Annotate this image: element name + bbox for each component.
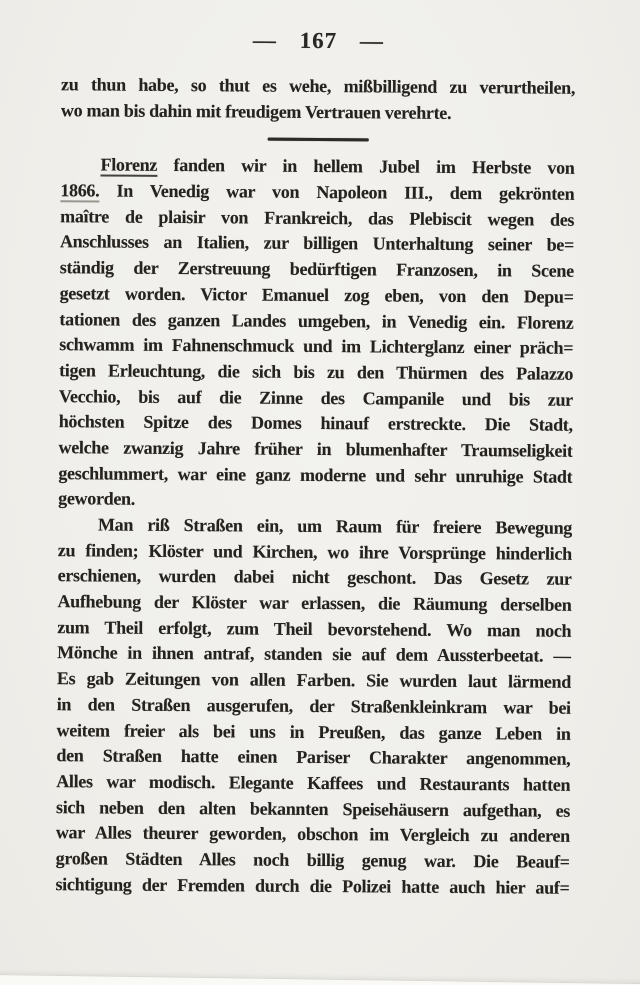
text-segment: welche zwanzig Jahre früher in blumenhafter Traumseligkeit — [58, 437, 573, 461]
text-segment: sich neben den alten bekannten Speisehäusern aufgethan, es — [55, 796, 571, 821]
text-line — [59, 332, 573, 361]
text-segment: zu thun habe, so thut es wehe, mißbilligend zu verurtheilen, — [61, 74, 576, 98]
text-line — [60, 178, 574, 207]
text-segment: großen Städten Alles noch billig genug war. Die Beauf= — [55, 848, 570, 872]
text-line — [58, 435, 572, 464]
text-segment: geschlummert, war eine ganz moderne und sehr unruhige Stadt — [58, 462, 573, 487]
text-line — [60, 153, 574, 182]
text-line — [57, 718, 571, 747]
text-segment: wo man bis dahin mit freudigem Vertrauen verehrte. — [60, 99, 452, 123]
text-segment: Mönche in ihnen antraf, standen sie auf dem Aussterbeetat. — — [57, 642, 572, 667]
text-line — [60, 281, 574, 310]
text-segment: höchsten Spitze des Domes hinauf erstreckte. Die Stadt, — [58, 411, 573, 436]
text-segment: Alles war modisch. Elegante Kaffees und Restaurants hatten — [56, 771, 571, 795]
paragraph — [55, 512, 572, 901]
text-line — [60, 204, 574, 233]
text-line — [57, 589, 571, 618]
text-segment: maître de plaisir von Frankreich, das Plebiscit wegen des — [60, 205, 575, 230]
text-line — [59, 358, 573, 387]
text-segment: zu finden; Klöster und Kirchen, wo ihre Vorsprünge hinderlich — [57, 539, 572, 564]
text-line — [58, 486, 572, 515]
text-segment: in den Straßen ausgerufen, der Straßenkleinkram war bei — [56, 693, 571, 718]
text-segment: fanden wir in hellem Jubel im Herbste von — [157, 155, 575, 179]
text-line — [57, 615, 571, 644]
text-line — [59, 409, 573, 438]
text-segment: tigen Erleuchtung, die sich bis zu den Thürmen des Palazzo — [59, 360, 574, 384]
paragraph — [61, 72, 575, 127]
text-segment: den Straßen hatte einen Pariser Charakter angenommen, — [56, 745, 571, 769]
text-segment: erschienen, wurden dabei nicht geschont. Das Gesetz zur — [57, 565, 572, 590]
text-segment: geworden. — [58, 488, 136, 510]
underlined-text: Florenz — [100, 154, 158, 176]
text-line — [58, 461, 572, 490]
text-segment: sichtigung der Fremden durch die Polizei hatte auch hier auf= — [55, 873, 570, 898]
paragraph — [58, 153, 574, 516]
text-segment: Man riß Straßen ein, um Raum für freiere Bewegung — [97, 514, 573, 538]
text-segment: gesetzt worden. Victor Emanuel zog eben, von den Depu= — [59, 282, 574, 307]
text-segment: Aufhebung der Klöster war erlassen, die Räumung derselben — [57, 591, 572, 615]
text-line — [60, 230, 574, 259]
text-line — [58, 538, 572, 567]
text-line — [61, 98, 575, 127]
text-line — [59, 307, 573, 336]
text-line — [57, 666, 571, 695]
text-segment: Vecchio, bis auf die Zinne des Campanile und bis zur — [58, 385, 573, 410]
text-line — [56, 820, 570, 849]
text-line — [58, 564, 572, 593]
text-line — [56, 795, 570, 824]
text-segment: weitem freier als bei uns in Preußen, das ganze Leben in — [56, 719, 571, 744]
text-segment: tationen des ganzen Landes umgeben, in Venedig ein. Florenz — [59, 308, 574, 333]
text-line — [59, 384, 573, 413]
page-number: — 167 — — [252, 27, 385, 54]
text-line — [56, 743, 570, 772]
text-segment: Anschlusses an Italien, zur billigen Unterhaltung seiner be= — [59, 231, 575, 256]
text-line — [58, 512, 572, 541]
text-segment: schwamm im Fahnenschmuck und im Lichterglanz einer präch= — [59, 334, 574, 358]
text-segment: war Alles theurer geworden, obschon im Vergleich zu anderen — [55, 822, 570, 847]
text-line — [60, 255, 574, 284]
text-line — [55, 872, 569, 901]
underlined-text: 1866. — [60, 180, 100, 201]
text-segment: In Venedig war von Napoleon III., dem gekrönten — [99, 180, 575, 204]
text-segment: ständig der Zerstreuung bedürftigen Franzosen, in Scene — [59, 257, 574, 281]
text-line — [57, 641, 571, 670]
text-segment: zum Theil erfolgt, zum Theil bevorstehend. Wo man noch — [57, 616, 572, 641]
text-line — [56, 846, 570, 875]
text-segment: Es gab Zeitungen von allen Farben. Sie wurden laut lärmend — [56, 668, 572, 692]
text-block — [55, 72, 575, 901]
page-header — [61, 26, 575, 56]
text-line — [61, 72, 575, 101]
text-line — [56, 769, 570, 798]
text-line — [57, 692, 571, 721]
section-divider — [267, 138, 368, 142]
